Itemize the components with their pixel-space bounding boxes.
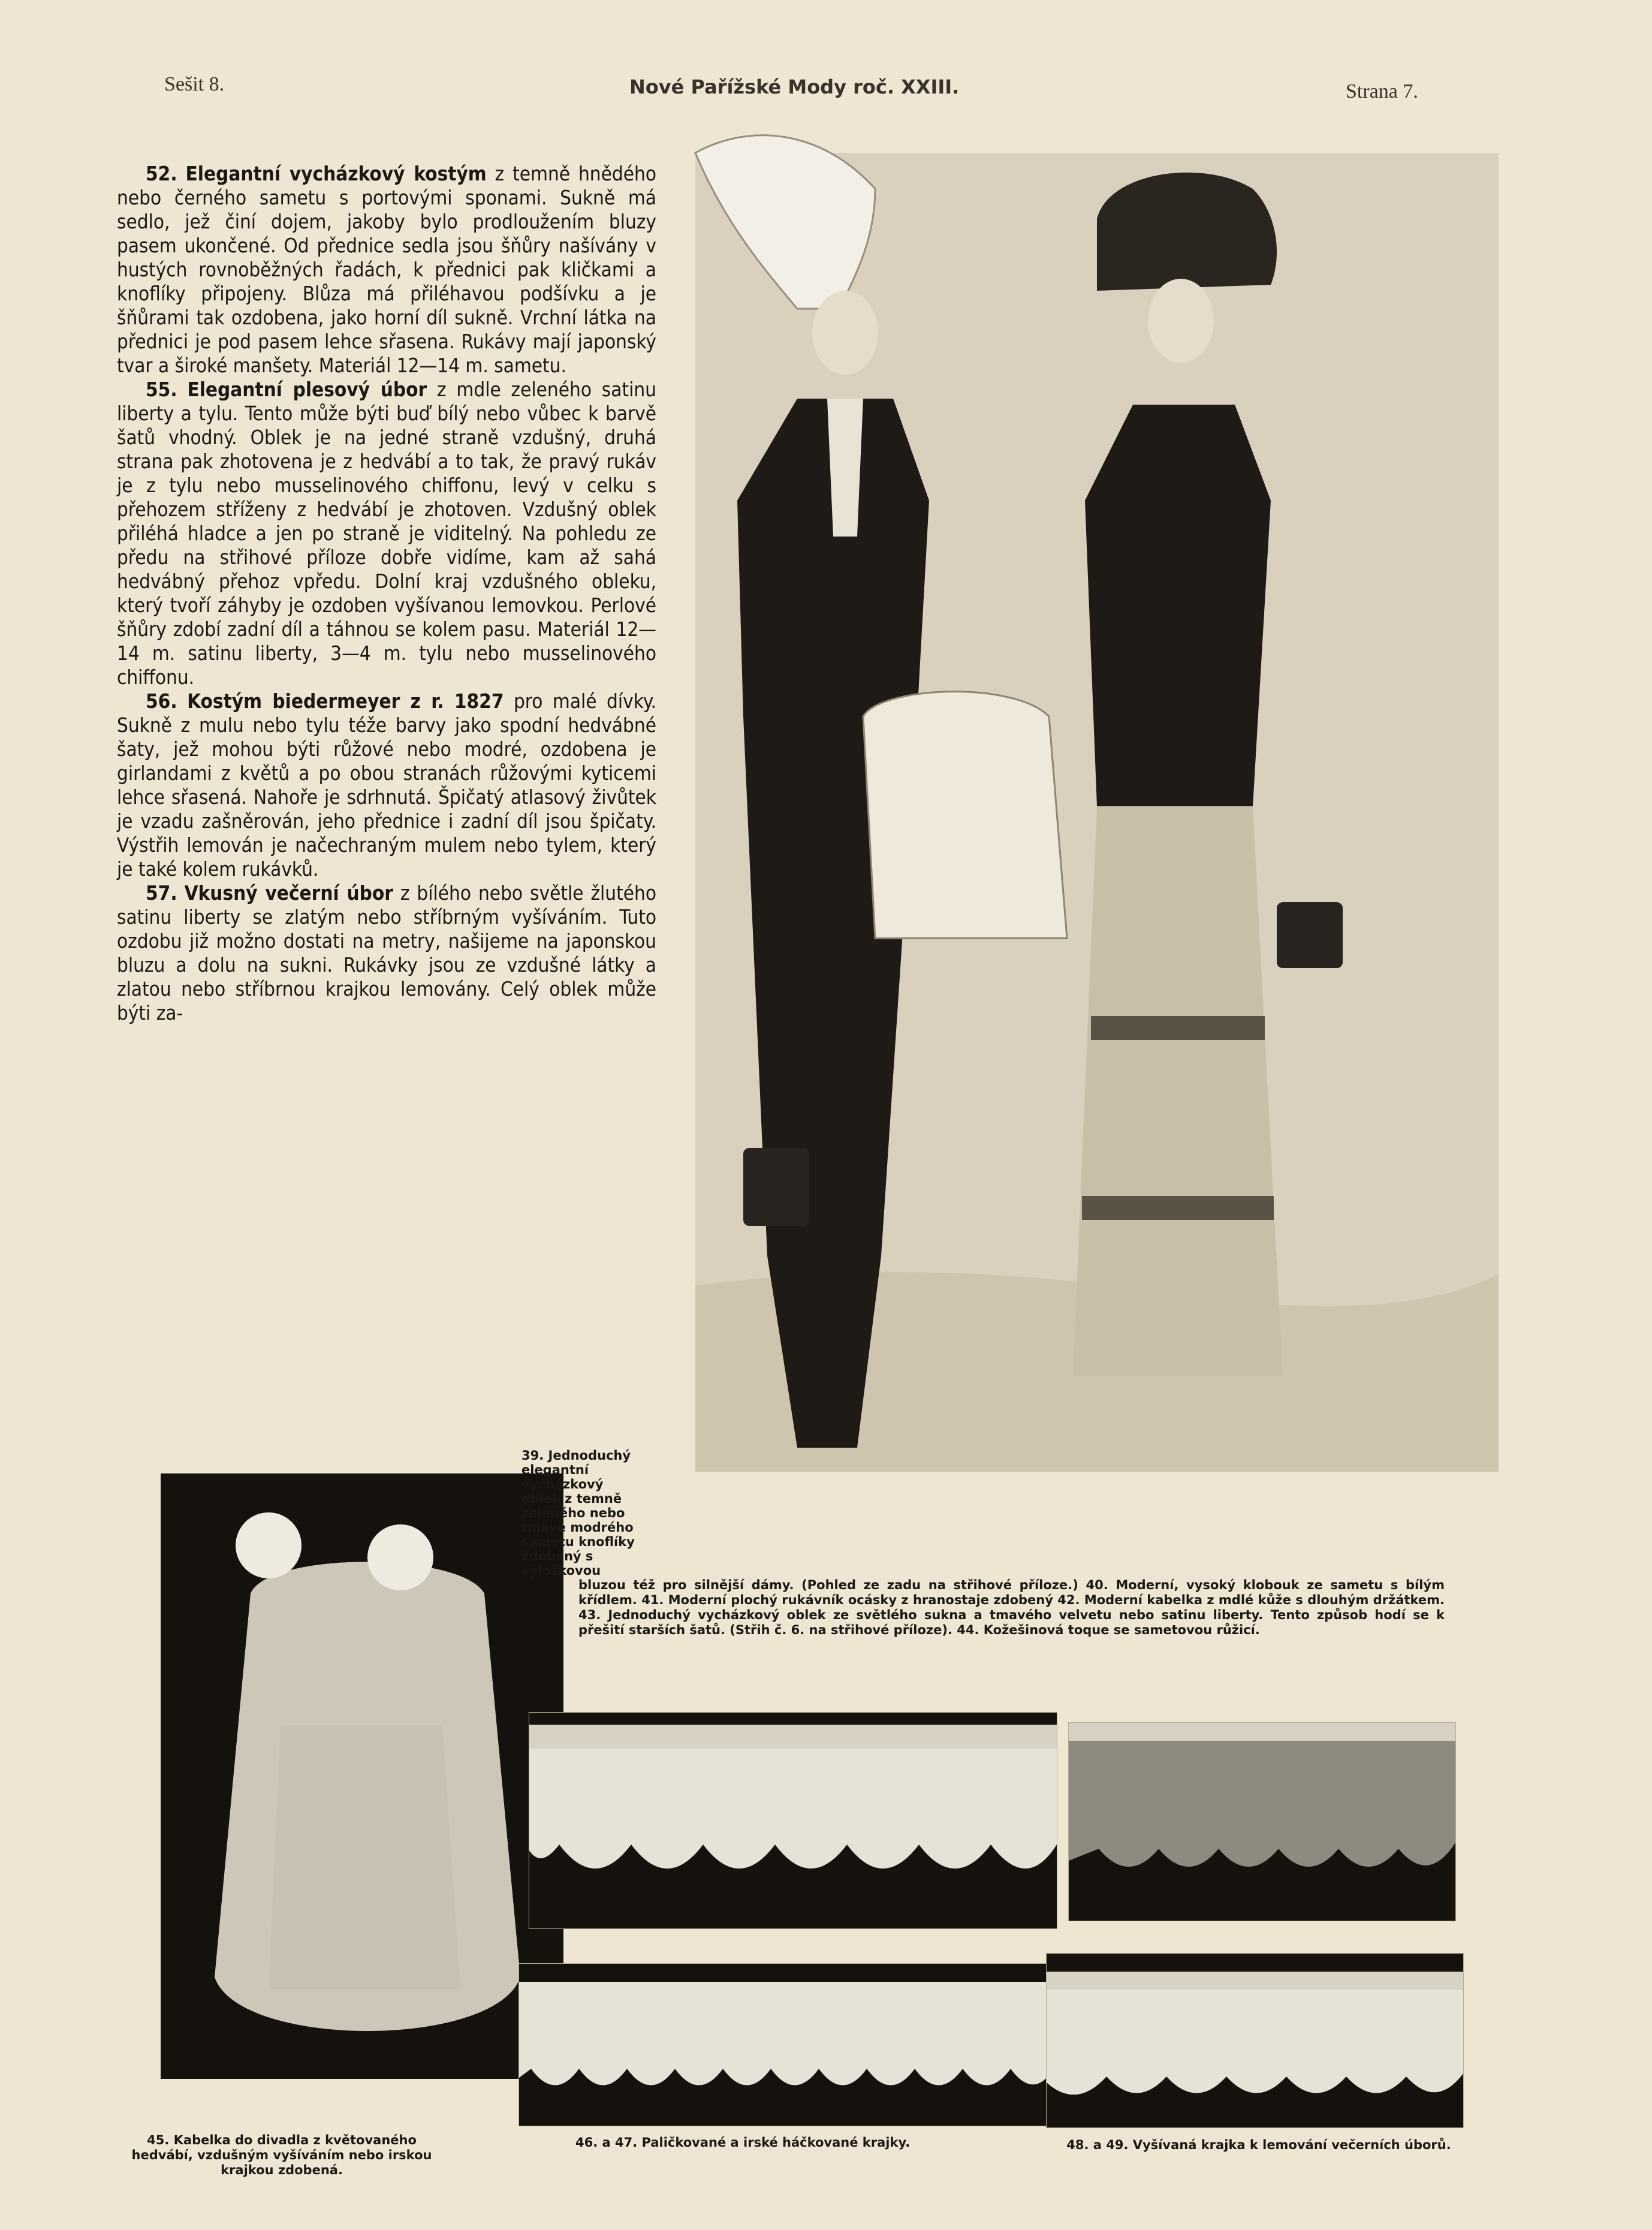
lace-image	[529, 1713, 1057, 1928]
handbag-left	[743, 1148, 809, 1226]
caption-46-47: 46. a 47. Paličkované a irské háčkované krajky.	[575, 2135, 911, 2150]
face	[812, 291, 878, 375]
article-paragraph-52	[117, 162, 656, 378]
fur-toque-hat	[1097, 173, 1277, 291]
article-paragraph-57	[117, 881, 656, 1025]
header-right: Strana 7.	[1346, 80, 1418, 103]
paragraph-title: Vkusný večerní úbor	[184, 881, 393, 905]
ribbon-bow	[367, 1524, 433, 1590]
article-paragraph-55	[117, 378, 656, 689]
lace-sample-49	[1046, 1953, 1464, 2128]
caption-39-44: bluzou též pro silnější dámy. (Pohled ze zadu na střihové příloze.) 40. Moderní, vysoký klobouk ze sametu s bílým křídlem. 41. Moderní plochý rukávník ocásky z hranostaje zdobený 42. Moderní kabelka z mdlé kůže s dlouhým držátkem. 43. Jednoduchý vycházkový oblek ze světlého sukna a tmavého velvetu nebo satinu liberty. Tento způsob hodí se k přešití starších šatů. (Střih č. 6. na střihové příloze). 44. Kožešinová toque se sametovou růžicí.	[578, 1578, 1445, 1637]
lace-sample-47	[518, 1963, 1056, 2126]
paragraph-number: 55.	[146, 378, 177, 401]
paragraph-number: 56.	[146, 689, 177, 713]
ermine-muff	[863, 692, 1067, 938]
ribbon-bow	[236, 1512, 302, 1578]
article-column	[117, 162, 656, 1025]
header-left: Sešit 8.	[164, 73, 225, 95]
paragraph-text: z bílého nebo světle žlutého satinu liberty se zlatým nebo stříbrným vyšíváním. Tuto ozdobu již možno dostati na metry, našijeme na japonskou bluzu a dolu na sukni. Rukávky jsou ze vzdušné látky a zlatou nebo stříbrnou krajkou lemovány. Celý oblek může býti za-	[117, 881, 657, 1024]
paragraph-title: Kostým biedermeyer z r. 1827	[187, 689, 504, 713]
velvet-jacket	[1085, 405, 1271, 806]
paragraph-title: Elegantní vycházkový kostým	[185, 162, 487, 185]
caption-48-49: 48. a 49. Vyšívaná krajka k lemování večerních úborů.	[1066, 2138, 1451, 2152]
photo-45-theatre-handbag	[161, 1473, 563, 2079]
lace-sample-46	[529, 1712, 1057, 1929]
silk-bag-body	[269, 1725, 460, 1989]
article-paragraph-56	[117, 689, 656, 881]
light-skirt	[1073, 806, 1283, 1376]
paragraph-number: 57.	[146, 881, 177, 905]
paragraph-number: 52.	[146, 162, 177, 185]
lace-image	[1069, 1723, 1455, 1921]
lace-sample-48	[1068, 1722, 1456, 1921]
handbag-right	[1277, 902, 1343, 968]
paragraph-text: z temně hnědého nebo černého sametu s portovými sponami. Sukně má sedlo, jež činí dojem, jakoby bylo prodloužením bluzy pasem ukončené. Od přednice sedla jsou šňůry našívány v hustých rovnoběžných řadách, k přednici pak kličkami a knoflíky připojeny. Blůza má přiléhavou podšívku a je šňůrami tak ozdobena, jako horní díl sukně. Vrchní látka na přednici je pod pasem lehce sřasena. Rukávy mají japonský tvar a široké manšety. Materiál 12—14 m. sametu.	[117, 162, 656, 377]
face	[1148, 279, 1214, 363]
skirt-band	[1091, 1016, 1265, 1040]
paragraph-title: Elegantní plesový úbor	[187, 378, 427, 401]
paragraph-text: z mdle zeleného satinu liberty a tylu. Tento může býti buď bílý nebo vůbec k barvě šatů vhodný. Oblek je na jedné straně vzdušný, druhá strana pak zhotovena je z hedvábí a to tak, že pravý rukáv je z tylu nebo musselinového chiffonu, levý v celku s přehozem stříženy z hedvábí je zhotoven. Vzdušný oblek přiléhá hladce a jen po straně je viditelný. Na pohledu ze předu na střihové příloze dobře vidíme, kam až sahá hedvábný přehoz vpředu. Dolní kraj vzdušného obleku, který tvoří záhyby je ozdoben vyšívanou lemovkou. Perlové šňůry zdobí zadní díl a táhnou se kolem pasu. Materiál 12—14 m. satinu liberty, 3—4 m. tylu nebo musselinového chiffonu.	[117, 378, 656, 689]
paragraph-text: pro malé dívky. Sukně z mulu nebo tylu téže barvy jako spodní hedvábné šaty, jež mohou býti růžové nebo modré, ozdobena je girlandami z květů a po obou stranách růžovými kyticemi lehce sřasená. Nahoře je sdrhnutá. Špičatý atlasový živůtek je vzadu zašněrován, jeho přednice i zadní díl jsou špičaty. Výstřih lemován je načechraným mulem nebo tylem, který je také kolem rukávků.	[117, 689, 656, 881]
lace-image	[519, 1964, 1056, 2126]
blouse-front	[827, 399, 863, 537]
caption-45: 45. Kabelka do divadla z květovaného hedvábí, vzdušným vyšíváním nebo irskou krajkou zdobená.	[131, 2133, 432, 2177]
handbag-image	[161, 1473, 563, 2079]
skirt-band	[1082, 1196, 1274, 1220]
caption-39-narrow: 39. Jednoduchý elegantní vycházkový oblek z temně zeleného nebo tmavě modrého sametu knoflíky zdobený s výložkovou	[521, 1448, 635, 1578]
fashion-illustration	[677, 117, 1505, 1490]
lace-image	[1047, 1954, 1463, 2127]
header-center: Nové Pařížské Mody roč. XXIII.	[629, 76, 960, 98]
